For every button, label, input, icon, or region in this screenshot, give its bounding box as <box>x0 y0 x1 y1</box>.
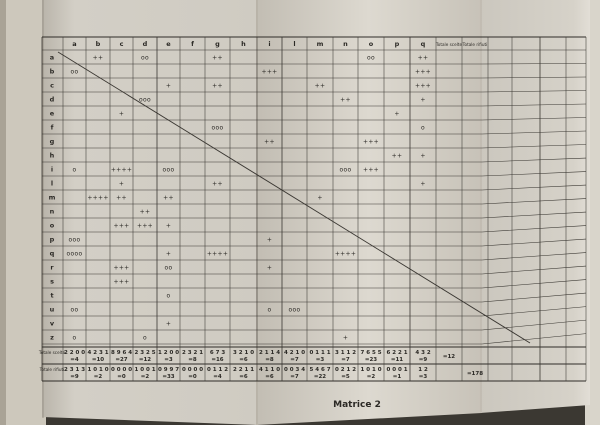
column-header: b <box>95 40 101 48</box>
matrix-cell-mark: ++ <box>212 54 223 62</box>
matrix-cell-mark: ++ <box>92 54 104 62</box>
matrix-cell-mark: + <box>317 194 323 202</box>
rifiuti-digits: 0 9 9 7 <box>157 367 180 373</box>
row-header: r <box>50 263 54 272</box>
matrix-cell-mark: +++ <box>137 222 153 230</box>
scelte-sum: =8 <box>265 357 274 363</box>
rifiuti-digits: 1 2 <box>418 367 428 373</box>
scelte-digits: 2 3 2 1 <box>181 350 204 356</box>
left-book-edge <box>0 0 46 425</box>
scelte-sum: =3 <box>164 357 173 363</box>
matrix-cell-mark: ++ <box>116 194 127 202</box>
scelte-digits: 0 1 1 1 <box>309 350 331 356</box>
matrix-cell-mark: + <box>118 180 125 188</box>
matrix-cell-mark: + <box>394 110 400 118</box>
rifiuti-sum: =2 <box>366 374 376 380</box>
row-header: t <box>50 291 54 300</box>
matrix-cell-mark: o <box>143 334 147 342</box>
totale-rifiuti-label: Totale rifiuti <box>39 367 65 372</box>
matrix-cell-mark: + <box>342 334 349 342</box>
matrix-cell-mark: oooo <box>66 250 83 258</box>
scelte-digits: 2 3 2 5 <box>134 350 156 356</box>
matrix-cell-mark: oo <box>164 264 173 272</box>
column-header: c <box>119 40 124 48</box>
matrix-cell-mark: +++ <box>415 82 431 90</box>
rifiuti-digits: 2 3 1 3 <box>63 367 86 373</box>
row-header: e <box>49 109 55 118</box>
sheet-right-panel <box>480 0 590 413</box>
matrix-cell-mark: ++ <box>340 96 351 104</box>
matrix-cell-mark: +++ <box>113 264 130 272</box>
rifiuti-digits: 5 4 6 7 <box>309 367 331 373</box>
rifiuti-digits: 0 0 0 0 <box>110 367 133 373</box>
matrix-cell-mark: o <box>166 292 171 300</box>
rifiuti-sum: =3 <box>418 374 428 380</box>
scelte-digits: 3 1 1 2 <box>334 350 357 356</box>
matrix-cell-mark: + <box>266 236 273 244</box>
column-header: g <box>215 40 220 48</box>
column-header: q <box>420 40 426 48</box>
rifiuti-sum: =2 <box>93 374 103 380</box>
row-header: z <box>50 333 54 342</box>
matrix-caption: Matrice 2 <box>333 400 381 410</box>
row-header: l <box>50 179 54 188</box>
rifiuti-digits: 0 2 1 2 <box>334 367 357 373</box>
column-header: e <box>166 40 171 48</box>
matrix-cell-mark: +++ <box>113 278 130 286</box>
scelte-sum: =12 <box>138 357 152 363</box>
rifiuti-sum: =0 <box>188 374 197 380</box>
row-header: h <box>49 151 55 160</box>
matrix-cell-mark: ooo <box>288 306 301 314</box>
matrix-cell-mark: oo <box>70 68 79 76</box>
rifiuti-sum: =5 <box>341 374 350 380</box>
extra-scelte-sum: =12 <box>442 354 456 360</box>
scelte-digits: 8 9 6 4 <box>110 350 133 356</box>
matrix-cell-mark: ooo <box>68 236 81 244</box>
matrix-cell-mark: ++ <box>163 194 174 202</box>
row-header: p <box>49 235 55 244</box>
row-header: u <box>49 305 55 314</box>
matrix-cell-mark: oo <box>367 54 375 62</box>
rifiuti-digits: 0 0 3 4 <box>283 367 306 373</box>
matrix-cell-mark: + <box>420 96 426 104</box>
matrix-cell-mark: + <box>165 82 172 90</box>
matrix-cell-mark: oo <box>141 54 149 62</box>
rifiuti-sum: =22 <box>313 374 327 380</box>
column-header: a <box>72 40 77 48</box>
matrix-cell-mark: o <box>267 306 272 314</box>
rifiuti-sum: =0 <box>117 374 126 380</box>
scelte-digits: 6 2 2 1 <box>386 350 408 356</box>
matrix-cell-mark: + <box>420 180 426 188</box>
rifiuti-digits: 4 1 1 0 <box>258 367 281 373</box>
extra-column-header: Totale rifiuti <box>462 42 488 47</box>
rifiuti-digits: 2 2 1 1 <box>232 367 255 373</box>
extra-rifiuti-sum: =178 <box>466 371 484 377</box>
matrix-cell-mark: ++ <box>212 82 223 90</box>
scelte-sum: =8 <box>188 357 197 363</box>
scelte-digits: 2 1 1 4 <box>258 350 281 356</box>
rifiuti-sum: =33 <box>162 374 175 380</box>
row-header: g <box>49 137 55 146</box>
scelte-sum: =27 <box>115 357 128 363</box>
matrix-cell-mark: ++++ <box>87 194 109 202</box>
matrix-cell-mark: +++ <box>261 68 278 76</box>
column-header: n <box>343 40 348 48</box>
column-header: p <box>394 40 400 48</box>
matrix-cell-mark: ++++ <box>334 250 357 258</box>
matrix-cell-mark: ++ <box>139 208 151 216</box>
rifiuti-sum: =1 <box>392 374 402 380</box>
column-header: d <box>142 40 148 48</box>
matrix-cell-mark: + <box>165 320 172 328</box>
matrix-cell-mark: ++++ <box>206 250 229 258</box>
matrix-cell-mark: o <box>72 334 77 342</box>
scelte-sum: =23 <box>364 357 378 363</box>
totale-scelte-label: Totale scelte <box>38 350 66 355</box>
column-header: f <box>191 40 194 48</box>
matrix-cell-mark: ++ <box>417 54 429 62</box>
scelte-digits: 4 2 3 1 <box>87 350 109 356</box>
matrix-cell-mark: +++ <box>113 222 130 230</box>
row-header: m <box>48 193 56 202</box>
row-header: f <box>50 123 54 132</box>
scelte-sum: =11 <box>390 357 404 363</box>
matrix-cell-mark: ++ <box>212 180 223 188</box>
scelte-sum: =9 <box>418 357 428 363</box>
rifiuti-sum: =4 <box>213 374 222 380</box>
row-header: i <box>50 165 54 174</box>
column-header: h <box>241 40 246 48</box>
scelte-sum: =16 <box>211 357 224 363</box>
rifiuti-digits: 0 0 0 0 <box>181 367 204 373</box>
row-header: c <box>50 81 54 90</box>
matrix-cell-mark: + <box>118 110 125 118</box>
scelte-digits: 3 2 1 0 <box>232 350 255 356</box>
matrix-cell-mark: ++ <box>264 138 275 146</box>
matrix-cell-mark: ++++ <box>110 166 133 174</box>
rifiuti-digits: 1 0 0 1 <box>134 367 156 373</box>
matrix-cell-mark: oo <box>70 306 79 314</box>
column-header: l <box>293 40 296 48</box>
row-header: n <box>49 207 55 216</box>
scelte-sum: =10 <box>91 357 105 363</box>
scelte-digits: 2 2 0 0 <box>63 350 86 356</box>
matrix-cell-mark: o <box>72 166 77 174</box>
column-header: i <box>268 40 271 48</box>
matrix-cell-mark: ooo <box>139 96 151 104</box>
extra-column-header: Totale scelte <box>435 42 463 47</box>
rifiuti-sum: =9 <box>70 374 79 380</box>
row-header: a <box>49 53 55 62</box>
scelte-sum: =3 <box>315 357 325 363</box>
rifiuti-sum: =6 <box>239 374 248 380</box>
matrix-cell-mark: + <box>266 264 273 272</box>
scelte-digits: 4 3 2 <box>415 350 431 356</box>
rifiuti-sum: =7 <box>290 374 299 380</box>
matrix-cell-mark: + <box>165 250 172 258</box>
column-header: o <box>368 40 374 48</box>
matrix-cell-mark: ooo <box>162 166 175 174</box>
matrix-cell-mark: +++ <box>363 166 379 174</box>
scelte-digits: 4 2 1 0 <box>283 350 306 356</box>
row-header: o <box>49 221 55 230</box>
scelte-sum: =4 <box>70 357 79 363</box>
rifiuti-digits: 0 1 1 2 <box>206 367 229 373</box>
matrix-cell-mark: ++ <box>391 152 403 160</box>
rifiuti-digits: 0 0 0 1 <box>386 367 408 373</box>
scelte-digits: 6 7 3 <box>209 350 226 356</box>
rifiuti-digits: 1 0 1 0 <box>87 367 109 373</box>
scelte-sum: =6 <box>239 357 248 363</box>
scelte-digits: 7 6 5 5 <box>360 350 382 356</box>
scelte-sum: =7 <box>290 357 299 363</box>
rifiuti-digits: 1 0 1 0 <box>360 367 382 373</box>
row-header: d <box>49 95 55 104</box>
row-header: b <box>49 67 55 76</box>
matrix-cell-mark: ooo <box>339 166 352 174</box>
matrix-cell-mark: + <box>420 152 426 160</box>
rifiuti-sum: =6 <box>265 374 274 380</box>
matrix-cell-mark: ++ <box>314 82 326 90</box>
matrix-cell-mark: +++ <box>415 68 431 76</box>
row-header: q <box>49 249 55 258</box>
matrix-cell-mark: ooo <box>211 124 224 132</box>
row-header: s <box>50 277 54 286</box>
scelte-sum: =7 <box>341 357 350 363</box>
rifiuti-sum: =2 <box>140 374 150 380</box>
column-header: m <box>316 40 324 48</box>
matrix-cell-mark: + <box>165 222 172 230</box>
matrix-cell-mark: o <box>421 124 425 132</box>
row-header: v <box>49 319 55 328</box>
matrix-cell-mark: +++ <box>363 138 379 146</box>
scelte-digits: 1 2 0 0 <box>157 350 180 356</box>
